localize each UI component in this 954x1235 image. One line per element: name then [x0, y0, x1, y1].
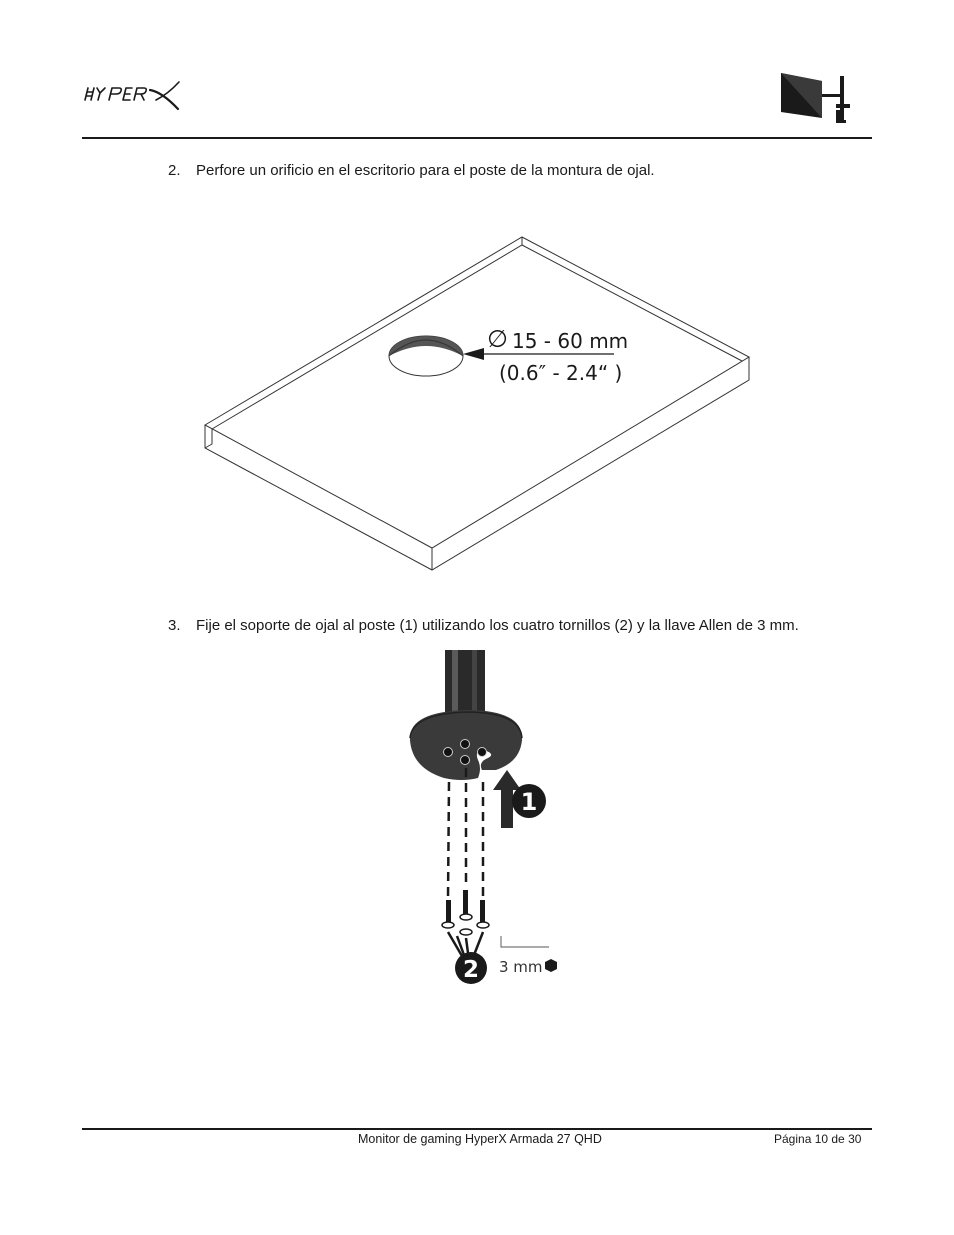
step-text: Perfore un orificio en el escritorio para el poste de la montura de ojal. — [196, 162, 655, 179]
callout-2: 2 — [462, 957, 480, 983]
tool-label: 3 mm — [499, 958, 543, 976]
step-text: Fije el soporte de ojal al poste (1) utilizando los cuatro tornillos (2) y la llave Allen de 3 mm. — [196, 617, 799, 634]
diameter-symbol: ∅ — [487, 325, 508, 353]
grommet-mount-figure — [400, 648, 570, 988]
monitor-arm-graphic — [778, 70, 858, 126]
hex-key-icon — [545, 959, 557, 972]
grommet-mount-diagram — [400, 648, 570, 988]
hyperx-logo-icon — [84, 78, 184, 112]
monitor-arm-icon — [778, 70, 858, 126]
desk-hole-figure — [200, 232, 760, 574]
callout-1: 1 — [520, 788, 538, 816]
step-number: 2. — [168, 162, 181, 179]
step-number: 3. — [168, 617, 181, 634]
hyperx-logo — [84, 78, 184, 112]
step-item — [168, 162, 655, 180]
diameter-mm-label: 15 - 60 mm — [512, 329, 629, 353]
header-divider — [82, 137, 872, 139]
step-item — [168, 617, 799, 635]
footer-divider — [82, 1128, 872, 1130]
diameter-inch-label: (0.6″ - 2.4“ ) — [499, 361, 623, 385]
footer-page-number: Página 10 de 30 — [774, 1132, 862, 1146]
footer-document-title: Monitor de gaming HyperX Armada 27 QHD — [358, 1132, 602, 1146]
desk-hole-diagram — [200, 232, 760, 574]
